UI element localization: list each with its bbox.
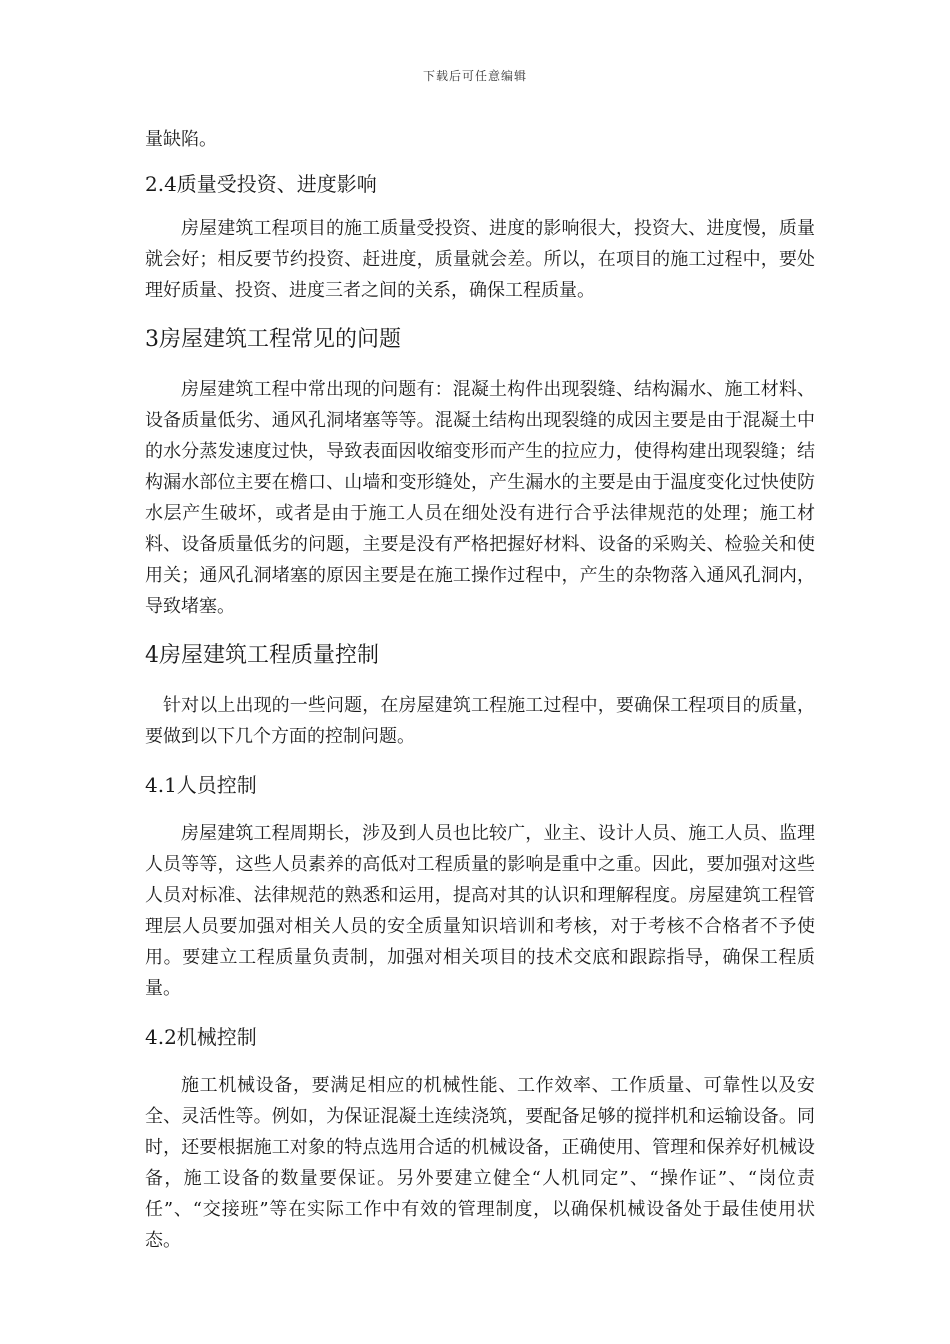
header-note: 下载后可任意编辑 (422, 69, 527, 83)
section-heading-4-2: 4.2机械控制 (145, 1025, 257, 1049)
section-heading-4: 4房屋建筑工程质量控制 (145, 643, 379, 668)
paragraph-4: 针对以上出现的一些问题，在房屋建筑工程施工过程中，要确保工程项目的质量，要做到以下几个方面的控制问题。 (145, 695, 815, 747)
paragraph-4-1: 房屋建筑工程周期长，涉及到人员也比较广，业主、设计人员、施工人员、监理人员等等，这些人员素养的高低对工程质量的影响是重中之重。因此，要加强对这些人员对标准、法律规范的熟悉和运用，提高对其的认识和理解程度。房屋建筑工程管理层人员要加强对相关人员的安全质量知识培训和考核，对于考核不合格者不予使用。要建立工程质量负责制，加强对相关项目的技术交底和跟踪指导，确保工程质量。 (145, 823, 815, 999)
section-heading-4-1: 4.1人员控制 (145, 773, 257, 797)
paragraph-4-2: 施工机械设备，要满足相应的机械性能、工作效率、工作质量、可靠性以及安全、灵活性等。例如，为保证混凝土连续浇筑，要配备足够的搅拌机和运输设备。同时，还要根据施工对象的特点选用合适的机械设备，正确使用、管理和保养好机械设备，施工设备的数量要保证。另外要建立健全“人机同定”、“操作证”、“岗位责任”、“交接班”等在实际工作中有效的管理制度，以确保机械设备处于最佳使用状态。 (145, 1075, 815, 1251)
section-heading-2-4: 2.4质量受投资、进度影响 (145, 172, 377, 196)
paragraph-continuation: 量缺陷。 (145, 129, 217, 150)
section-heading-3: 3房屋建筑工程常见的问题 (145, 327, 401, 352)
document-body (145, 124, 815, 1256)
paragraph-2-4: 房屋建筑工程项目的施工质量受投资、进度的影响很大，投资大、进度慢，质量就会好；相反要节约投资、赶进度，质量就会差。所以，在项目的施工过程中，要处理好质量、投资、进度三者之间的关系，确保工程质量。 (145, 218, 815, 301)
paragraph-3: 房屋建筑工程中常出现的问题有：混凝土构件出现裂缝、结构漏水、施工材料、设备质量低劣、通风孔洞堵塞等等。混凝土结构出现裂缝的成因主要是由于混凝土中的水分蒸发速度过快，导致表面因收缩变形而产生的拉应力，使得构建出现裂缝；结构漏水部位主要在檐口、山墙和变形缝处，产生漏水的主要是由于温度变化过快使防水层产生破坏，或者是由于施工人员在细处没有进行合乎法律规范的处理；施工材料、设备质量低劣的问题，主要是没有严格把握好材料、设备的采购关、检验关和使用关；通风孔洞堵塞的原因主要是在施工操作过程中，产生的杂物落入通风孔洞内，导致堵塞。 (145, 379, 815, 617)
